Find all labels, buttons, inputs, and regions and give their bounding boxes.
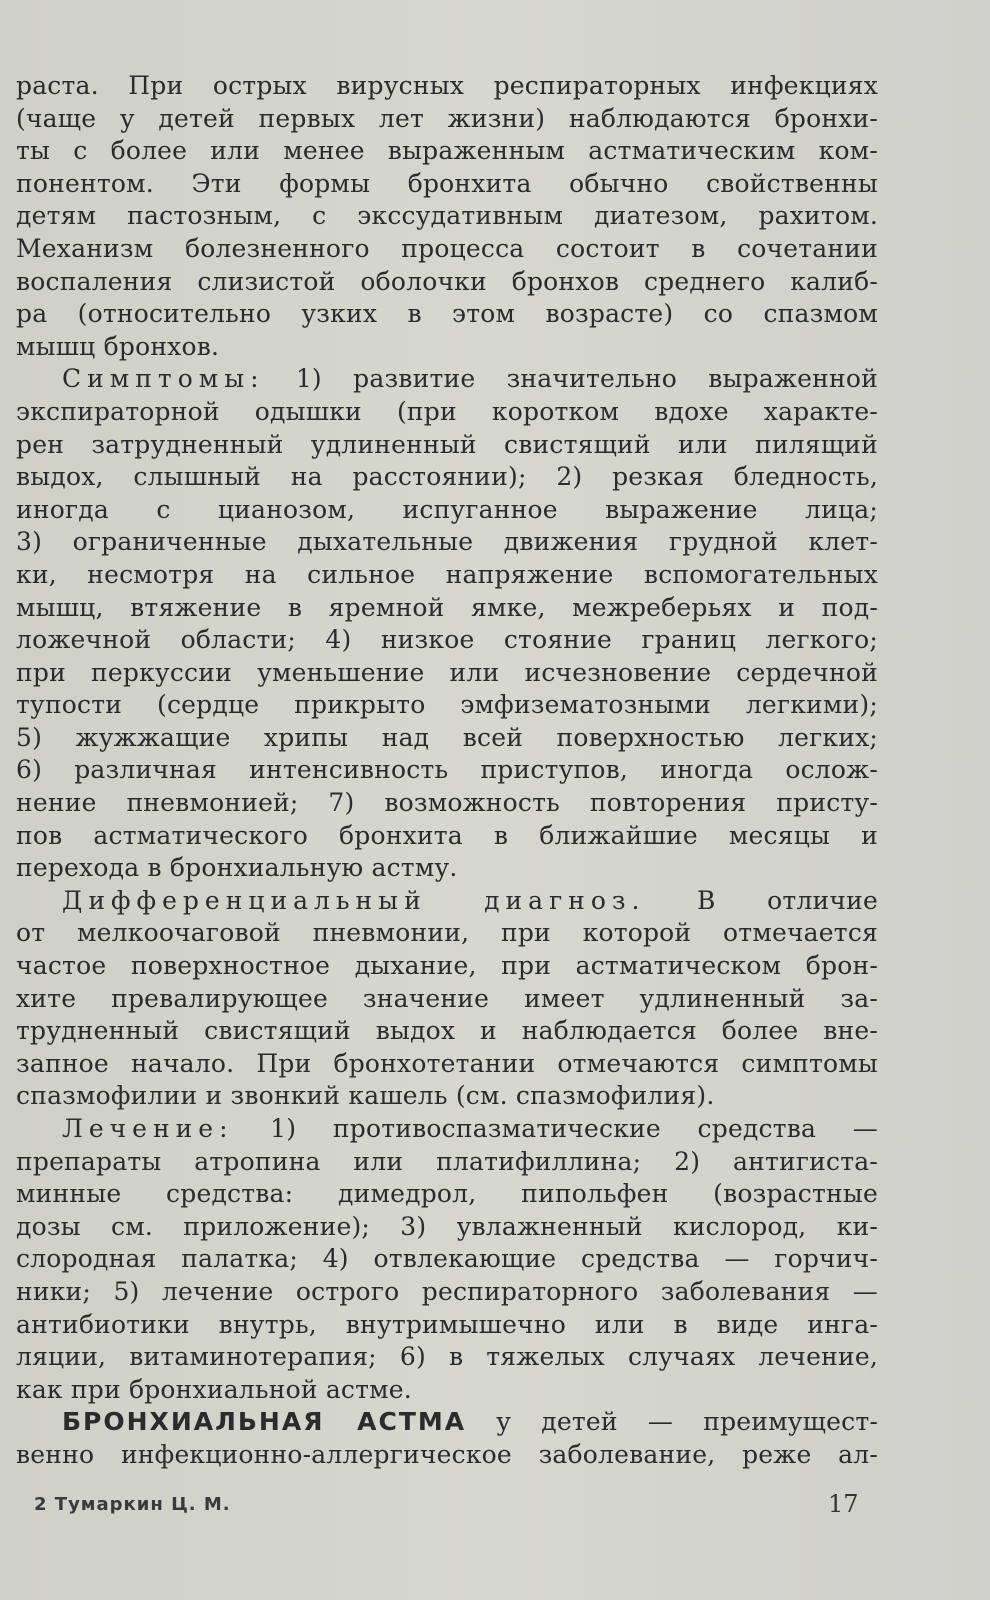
treatment-heading: Лечение:	[62, 1114, 234, 1143]
text-line: понентом. Эти формы бронхита обычно свойственны	[16, 168, 878, 198]
text-line: выдох, слышный на расстоянии); 2) резкая бледность,	[16, 462, 878, 492]
text-line: раста. При острых вирусных респираторных инфекциях	[16, 71, 878, 100]
text-fragment: 1) противоспазматические средства —	[233, 1114, 878, 1143]
printer-signature: 2 Тумаркин Ц. М.	[34, 1494, 231, 1515]
asthma-heading: БРОНХИАЛЬНАЯ АСТМА	[62, 1407, 467, 1437]
text-fragment: 1) развитие значительно выраженной	[264, 364, 878, 394]
text-line: слородная палатка; 4) отвлекающие средства — горчич-	[16, 1244, 878, 1274]
text-line: трудненный свистящий выдох и наблюдается более вне-	[16, 1016, 878, 1046]
text-line: ра (относительно узких в этом возрасте) со спазмом	[16, 299, 878, 329]
text-line: нение пневмонией; 7) возможность повторения присту-	[16, 788, 878, 818]
text-line: минные средства: димедрол, пипольфен (возрастные	[16, 1179, 878, 1209]
text-line: 3) ограниченные дыхательные движения грудной клет-	[16, 527, 878, 557]
text-line: хите превалирующее значение имеет удлиненный за-	[16, 983, 878, 1013]
text-line: мышц бронхов.	[16, 331, 220, 361]
text-line: перехода в бронхиальную астму.	[16, 853, 458, 883]
text-line: венно инфекционно-аллергическое заболевание, реже ал-	[16, 1439, 878, 1469]
text-line: ты с более или менее выраженным астматическим ком-	[16, 136, 878, 166]
text-line: иногда с цианозом, испуганное выражение лица;	[16, 494, 878, 524]
text-line: от мелкоочаговой пневмонии, при которой отмечается	[16, 918, 878, 948]
text-line: мышц, втяжение в яремной ямке, межреберьях и под-	[16, 592, 878, 622]
text-line: частое поверхностное дыхание, при астматическом брон-	[16, 951, 878, 981]
text-line: детям пастозным, с экссудативным диатезом, рахитом.	[16, 201, 878, 231]
text-fragment: у детей — преимущест-	[466, 1407, 879, 1437]
text-line: при перкуссии уменьшение или исчезновение сердечной	[16, 657, 878, 687]
text-line: ники; 5) лечение острого респираторного заболевания —	[16, 1276, 878, 1306]
text-line: 6) различная интенсивность приступов, иногда ослож-	[16, 755, 878, 785]
text-line: 5) жужжащие хрипы над всей поверхностью легких;	[16, 722, 878, 752]
text-line: спазмофилии и звонкий кашель (см. спазмофилия).	[16, 1081, 715, 1111]
text-line: тупости (сердце прикрыто эмфизематозными легкими);	[16, 690, 878, 720]
page-number: 17	[828, 1490, 859, 1518]
text-fragment: В отличие	[645, 885, 878, 915]
text-line: антибиотики внутрь, внутримышечно или в виде инга-	[16, 1309, 878, 1339]
text-line: рен затрудненный удлиненный свистящий или пилящий	[16, 429, 878, 459]
text-line: как при бронхиальной астме.	[16, 1374, 412, 1404]
asthma-first-line	[16, 1406, 878, 1439]
text-line: запное начало. При бронхотетании отмечаются симптомы	[16, 1048, 878, 1078]
body-text	[16, 70, 878, 1472]
text-line: препараты атропина или платифиллина; 2) антигиста-	[16, 1146, 878, 1176]
text-line: ки, несмотря на сильное напряжение вспомогательных	[16, 559, 878, 589]
text-line: Механизм болезненного процесса состоит в сочетании	[16, 233, 878, 263]
text-line: дозы см. приложение); 3) увлажненный кислород, ки-	[16, 1211, 878, 1241]
text-line: (чаще у детей первых лет жизни) наблюдаются бронхи-	[16, 103, 878, 133]
symptoms-heading: Симптомы:	[62, 364, 265, 394]
diagnosis-first-line	[16, 885, 878, 918]
text-line: пов астматического бронхита в ближайшие месяцы и	[16, 820, 878, 850]
text-line: экспираторной одышки (при коротком вдохе характе-	[16, 396, 878, 426]
text-line: ложечной области; 4) низкое стояние границ легкого;	[16, 625, 878, 655]
text-line: воспаления слизистой оболочки бронхов среднего калиб-	[16, 266, 878, 296]
treatment-first-line	[16, 1113, 878, 1146]
text-line: ляции, витаминотерапия; 6) в тяжелых случаях лечение,	[16, 1342, 878, 1372]
diagnosis-heading: Дифференциальный диагноз.	[62, 885, 646, 915]
symptoms-first-line	[16, 363, 878, 396]
